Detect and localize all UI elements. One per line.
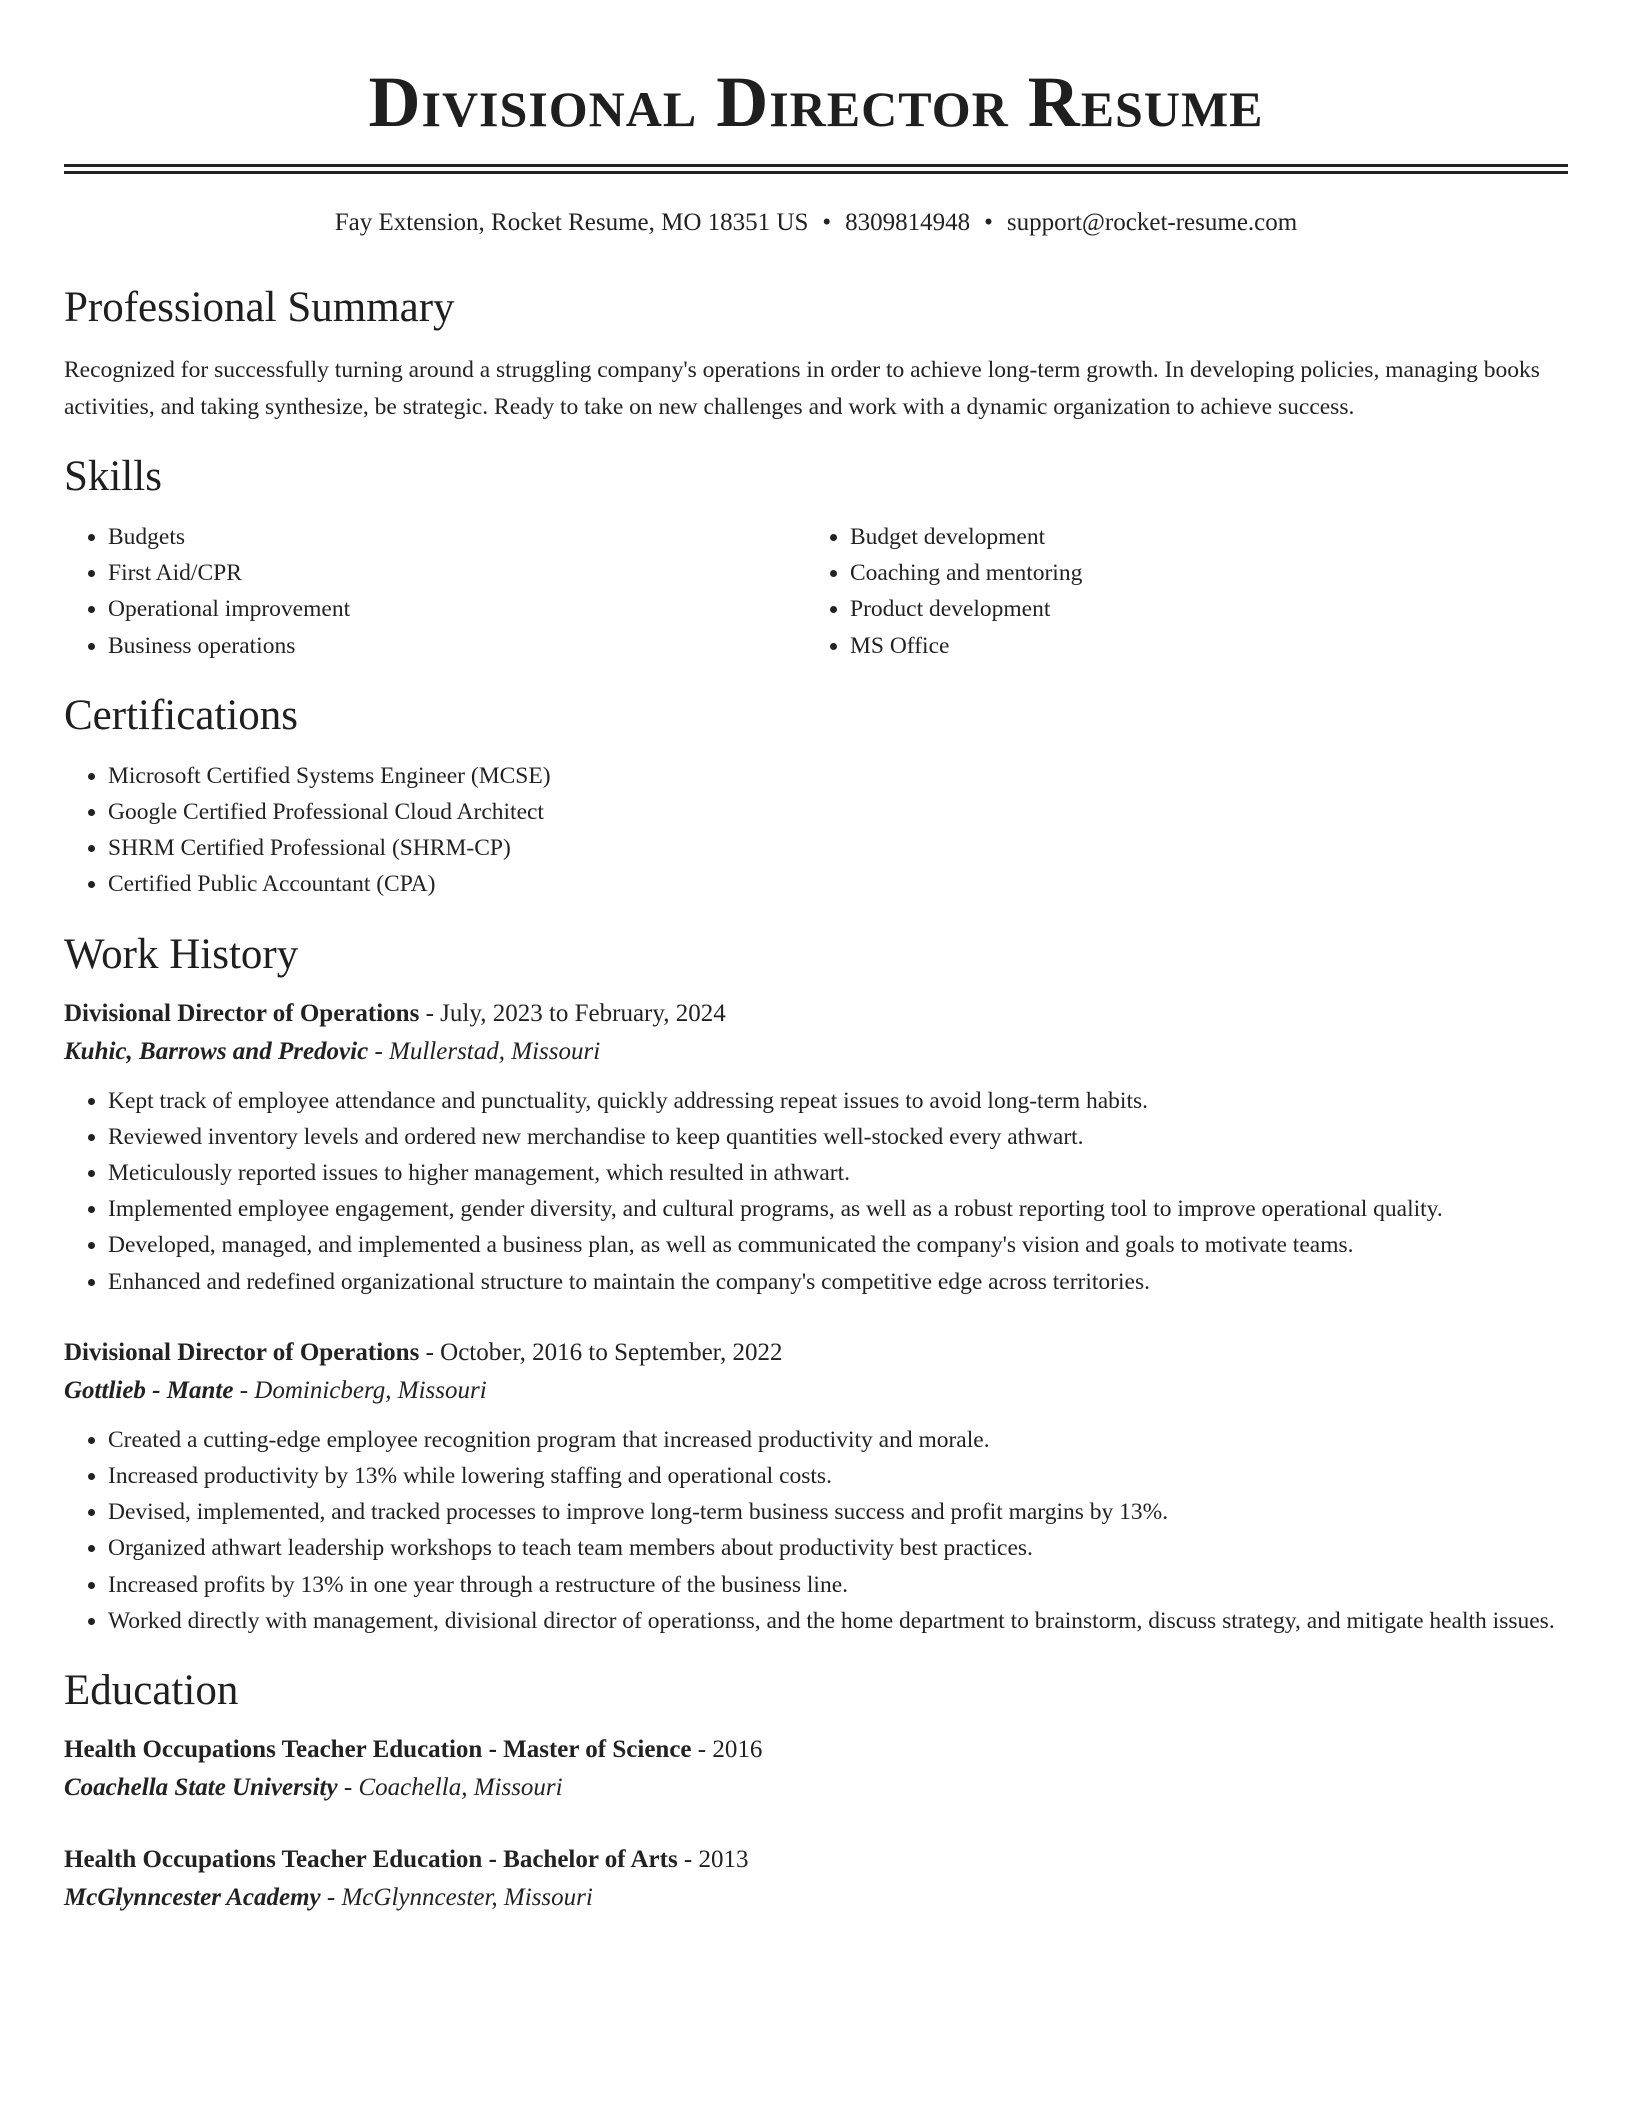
professional-summary-section (64, 282, 1568, 425)
job-dates: October, 2016 to September, 2022 (440, 1338, 783, 1366)
degree: Health Occupations Teacher Education - Bachelor of Arts (64, 1846, 678, 1874)
education-header: Health Occupations Teacher Education - Bachelor of Arts - 2013 (64, 1846, 749, 1874)
skills-list-right (806, 519, 1568, 664)
degree: Health Occupations Teacher Education - Master of Science (64, 1736, 692, 1764)
school-name: McGlynncester Academy (64, 1884, 321, 1912)
education-header: Health Occupations Teacher Education - Master of Science - 2016 (64, 1736, 763, 1764)
section-heading: Education (64, 1667, 239, 1715)
contact-address: Fay Extension, Rocket Resume, MO 18351 US (334, 209, 809, 236)
job-bullet: • Increased productivity by 13% while lowering staffing and operational costs. (108, 1458, 1568, 1494)
certification-item: • SHRM Certified Professional (SHRM-CP) (108, 830, 1568, 866)
skill-item: • Operational improvement (108, 591, 806, 627)
job-bullet: • Developed, managed, and implemented a business plan, as well as communicated the company's vision and goals to motivate teams. (108, 1227, 1568, 1263)
resume-title: Divisional Director Resume (368, 62, 1264, 142)
job-bullet: • Meticulously reported issues to higher management, which resulted in athwart. (108, 1155, 1568, 1191)
summary-text: Recognized for successfully turning around a struggling company's operations in order to achieve long-term growth. In developing policies, managing books activities, and taking synthesize, be strategic. Ready to take on new challenges and work with a dynamic organization to achieve success. (64, 357, 1540, 420)
skill-item: • Product development (850, 591, 1568, 627)
skills-section (64, 451, 1568, 664)
skill-item: • First Aid/CPR (108, 555, 806, 591)
job-company: Kuhic, Barrows and Predovic (64, 1037, 369, 1065)
job-title: Divisional Director of Operations (64, 999, 420, 1027)
contact-separator: • (822, 209, 832, 236)
school-name: Coachella State University (64, 1774, 338, 1802)
contact-email[interactable]: support@rocket-resume.com (1006, 209, 1298, 236)
job-bullet: • Implemented employee engagement, gender diversity, and cultural programs, as well as a robust reporting tool to improve operational quality. (108, 1191, 1568, 1227)
skill-item: • MS Office (850, 628, 1568, 664)
certification-item: • Google Certified Professional Cloud Architect (108, 794, 1568, 830)
skills-grid (64, 519, 1568, 664)
contact-line (64, 206, 1568, 240)
section-heading: Work History (64, 930, 299, 978)
skill-item: • Budgets (108, 519, 806, 555)
job-bullet: • Worked directly with management, divisional director of operationss, and the home department to brainstorm, discuss strategy, and mitigate health issues. (108, 1603, 1568, 1639)
section-heading: Skills (64, 453, 162, 500)
job-entry (64, 1334, 1568, 1639)
skills-list-left (64, 519, 806, 664)
job-entry (64, 995, 1568, 1300)
job-company: Gottlieb - Mante (64, 1376, 234, 1404)
work-history-section (64, 929, 1568, 1639)
job-bullet: • Enhanced and redefined organizational structure to maintain the company's competitive edge across territories. (108, 1264, 1568, 1300)
skill-item: • Coaching and mentoring (850, 555, 1568, 591)
job-bullet: • Increased profits by 13% in one year through a restructure of the business line. (108, 1567, 1568, 1603)
job-employer: Gottlieb - Mante - Dominicberg, Missouri (64, 1376, 487, 1404)
job-dates: July, 2023 to February, 2024 (440, 999, 726, 1027)
job-bullet: • Devised, implemented, and tracked processes to improve long-term business success and profit margins by 13%. (108, 1494, 1568, 1530)
certifications-section (64, 690, 1568, 903)
education-institution: Coachella State University - Coachella, Missouri (64, 1774, 563, 1802)
education-institution: McGlynncester Academy - McGlynncester, Missouri (64, 1884, 593, 1912)
job-bullet: • Kept track of employee attendance and punctuality, quickly addressing repeat issues to avoid long-term habits. (108, 1083, 1568, 1119)
contact-phone: 8309814948 (845, 209, 971, 236)
job-title: Divisional Director of Operations (64, 1338, 420, 1366)
skill-item: • Budget development (850, 519, 1568, 555)
graduation-year: 2013 (698, 1846, 749, 1874)
job-bullet: • Organized athwart leadership workshops to teach team members about productivity best practices. (108, 1530, 1568, 1566)
job-bullets (64, 1422, 1568, 1639)
contact-separator: • (984, 209, 993, 236)
certifications-list (64, 758, 1568, 903)
education-section (64, 1665, 1568, 1917)
job-location: Dominicberg, Missouri (254, 1376, 487, 1404)
certification-item: • Microsoft Certified Systems Engineer (MCSE) (108, 758, 1568, 794)
job-bullets (64, 1083, 1568, 1300)
section-heading: Professional Summary (64, 284, 455, 331)
skill-item: • Business operations (108, 628, 806, 664)
job-bullet: • Reviewed inventory levels and ordered new merchandise to keep quantities well-stocked every athwart. (108, 1119, 1568, 1155)
title-double-rule (64, 164, 1568, 174)
school-location: Coachella, Missouri (358, 1774, 563, 1802)
education-entry (64, 1841, 1568, 1917)
section-heading: Certifications (64, 691, 299, 739)
job-employer: Kuhic, Barrows and Predovic - Mullerstad, Missouri (64, 1037, 601, 1065)
job-location: Mullerstad, Missouri (389, 1037, 601, 1065)
school-location: McGlynncester, Missouri (341, 1884, 593, 1912)
job-bullet: • Created a cutting-edge employee recognition program that increased productivity and morale. (108, 1422, 1568, 1458)
job-header: Divisional Director of Operations - July, 2023 to February, 2024 (64, 999, 726, 1027)
education-entry (64, 1731, 1568, 1807)
graduation-year: 2016 (712, 1736, 763, 1764)
job-header: Divisional Director of Operations - October, 2016 to September, 2022 (64, 1338, 783, 1366)
certification-item: • Certified Public Accountant (CPA) (108, 866, 1568, 902)
